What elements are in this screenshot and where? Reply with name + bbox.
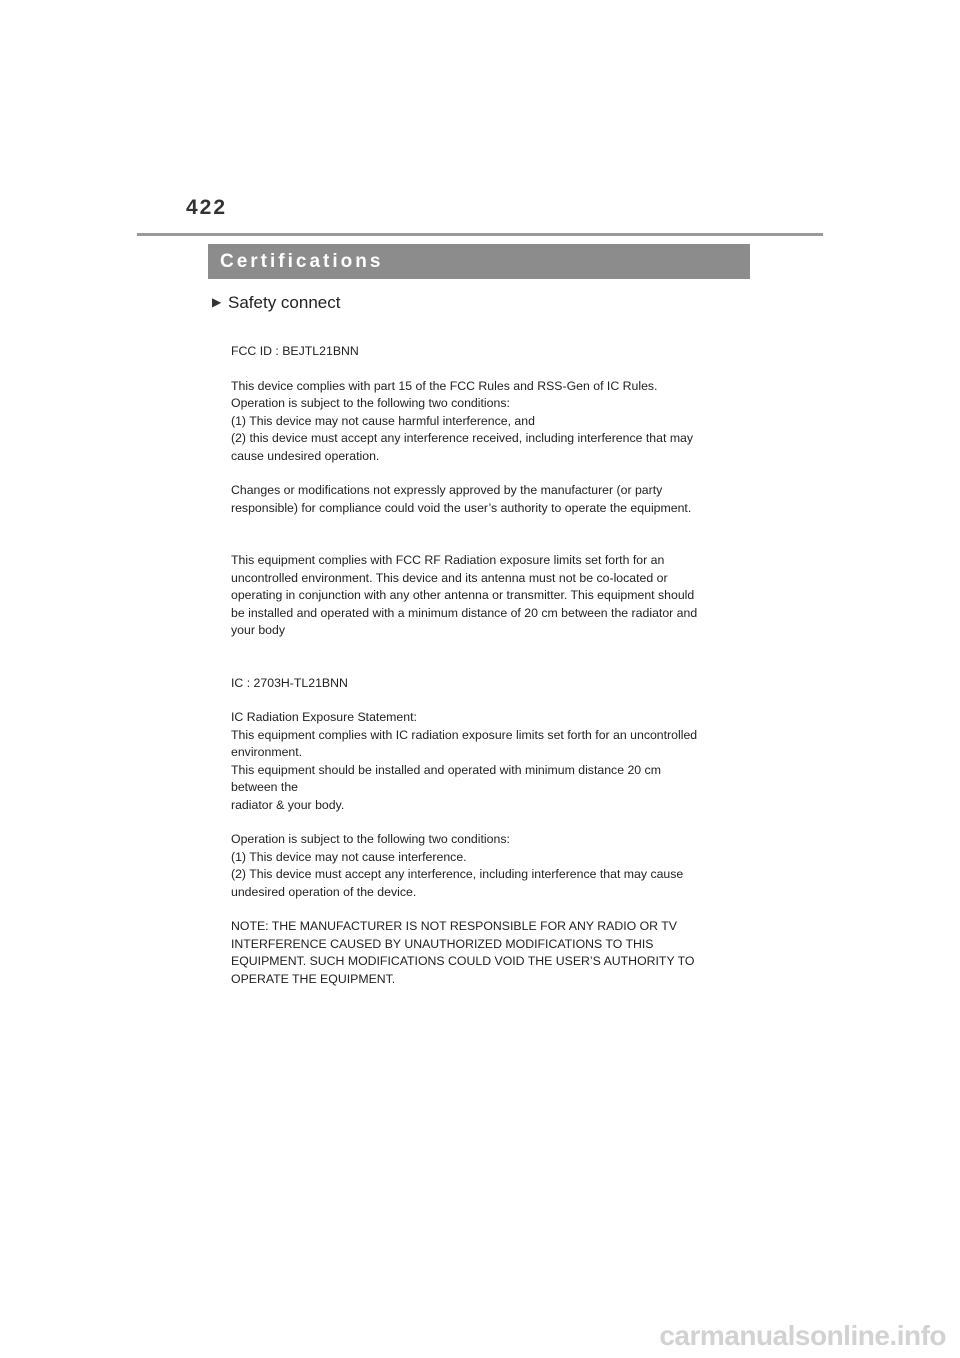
fcc-id: FCC ID : BEJTL21BNN xyxy=(231,344,359,358)
fcc-rules-line: (2) this device must accept any interference received, including interference that may xyxy=(231,431,694,445)
page-number: 422 xyxy=(186,196,228,219)
note-line: OPERATE THE EQUIPMENT. xyxy=(231,971,396,986)
conditions-line: (1) This device may not cause interference. xyxy=(231,849,467,864)
conditions-line: (2) This device must accept any interference, including interference that may cause xyxy=(231,867,684,881)
note-line: INTERFERENCE CAUSED BY UNAUTHORIZED MODIFICATIONS TO THIS xyxy=(231,936,654,951)
ic-statement-line: radiator & your body. xyxy=(231,797,345,812)
ic-statement-line: environment. xyxy=(231,745,303,759)
triangle-right-icon: ▶ xyxy=(212,295,222,309)
header-divider xyxy=(137,233,823,236)
rf-exposure-line: be installed and operated with a minimum distance of 20 cm between the radiator and xyxy=(231,605,698,620)
ic-statement-line: This equipment should be installed and operated with minimum distance 20 cm xyxy=(231,762,661,777)
rf-exposure-line: uncontrolled environment. This device and its antenna must not be co-located or xyxy=(231,570,668,585)
fcc-rules-line: cause undesired operation. xyxy=(231,448,380,463)
ic-statement-line: between the xyxy=(231,780,299,794)
fcc-rules-line: This device complies with part 15 of the FCC Rules and RSS-Gen of IC Rules. xyxy=(231,378,658,393)
watermark: carmanualsonline.info xyxy=(659,1320,946,1351)
conditions-line: undesired operation of the device. xyxy=(231,884,417,899)
fcc-rules-line: (1) This device may not cause harmful interference, and xyxy=(231,413,535,428)
subheading xyxy=(212,293,340,313)
certification-text xyxy=(231,343,751,988)
section-title: Certifications xyxy=(220,251,384,272)
section-title-bar xyxy=(208,244,750,279)
rf-exposure-line: your body xyxy=(231,623,286,637)
conditions-line: Operation is subject to the following two conditions: xyxy=(231,832,510,846)
note-line: EQUIPMENT. SUCH MODIFICATIONS COULD VOID THE USER’S AUTHORITY TO xyxy=(231,954,695,968)
rf-exposure-line: operating in conjunction with any other antenna or transmitter. This equipment should xyxy=(231,588,695,602)
subheading-label: Safety connect xyxy=(228,293,341,312)
fcc-rules-line: Operation is subject to the following two conditions: xyxy=(231,396,510,410)
changes-line: Changes or modifications not expressly approved by the manufacturer (or party xyxy=(231,483,663,497)
changes-line: responsible) for compliance could void the user’s authority to operate the equipment. xyxy=(231,500,692,515)
ic-id: IC : 2703H-TL21BNN xyxy=(231,675,348,690)
ic-statement-line: This equipment complies with IC radiation exposure limits set forth for an uncontrolled xyxy=(231,727,698,742)
note-line: NOTE: THE MANUFACTURER IS NOT RESPONSIBLE FOR ANY RADIO OR TV xyxy=(231,919,677,933)
ic-statement-line: IC Radiation Exposure Statement: xyxy=(231,710,417,724)
rf-exposure-line: This equipment complies with FCC RF Radiation exposure limits set forth for an xyxy=(231,553,665,567)
